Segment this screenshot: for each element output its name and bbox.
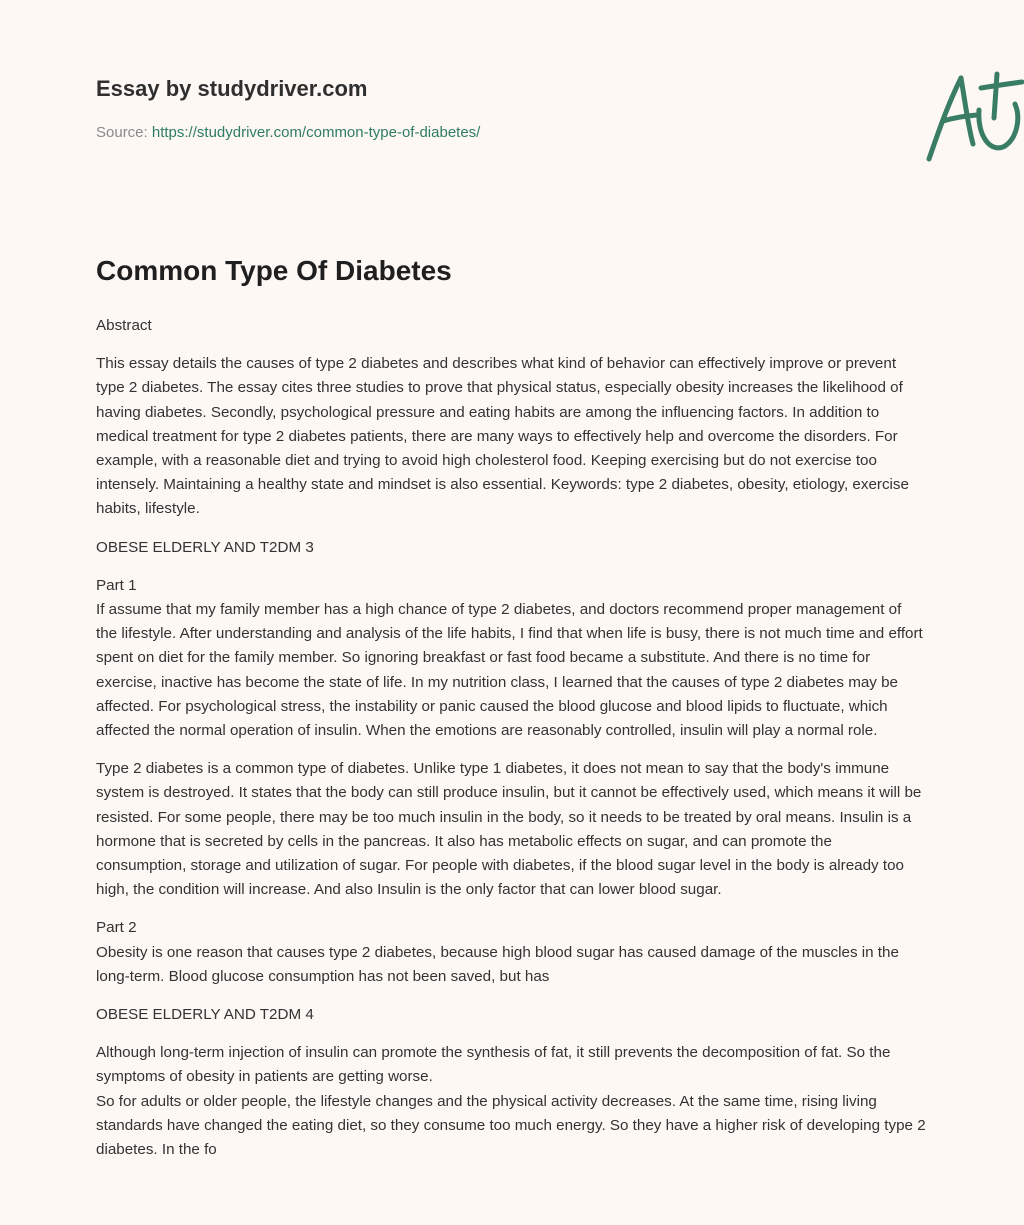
abstract-paragraph: This essay details the causes of type 2 diabetes and describes what kind of behavior can effectively improve or prevent type 2 diabetes. The essay cites three studies to prove that physical status, especially obesity increases the likelihood of having diabetes. Secondly, psychological pressure and eating habits are among the influencing factors. In addition to medical treatment for type 2 diabetes patients, there are many ways to effectively help and overcome the disorders. For example, with a reasonable diet and trying to avoid high cholesterol food. Keeping exercising but do not exercise too intensely. Maintaining a healthy state and mindset is also essential. Keywords: type 2 diabetes, obesity, etiology, exercise habits, lifestyle. [96, 355, 909, 518]
source-line [96, 124, 480, 141]
insulin-paragraph: Although long-term injection of insulin can promote the synthesis of fat, it still prevents the decomposition of fat. So the symptoms of obesity in patients are getting worse. [96, 1044, 891, 1086]
running-head: OBESE ELDERLY AND T2DM 3 [96, 538, 314, 556]
essay-body [96, 314, 926, 1176]
a-plus-logo-icon [921, 66, 1024, 166]
source-label: Source: [96, 124, 152, 141]
running-head: OBESE ELDERLY AND T2DM 4 [96, 1006, 314, 1024]
section-heading-part-1: Part 1 [96, 576, 137, 594]
source-link[interactable]: https://studydriver.com/common-type-of-diabetes/ [151, 124, 481, 141]
essay-title: Common Type Of Diabetes [96, 255, 452, 286]
type-2-paragraph: Type 2 diabetes is a common type of diabetes. Unlike type 1 diabetes, it does not mean to say that the body's immune system is destroyed. It states that the body can still produce insulin, but it cannot be effectively used, which means it will be resisted. For some people, there may be too much insulin in the body, so it needs to be treated by oral means. Insulin is a hormone that is secreted by cells in the pancreas. It also has metabolic effects on sugar, and can promote the consumption, storage and utilization of sugar. For people with diabetes, if the blood sugar level in the body is already too high, the condition will increase. And also Insulin is the only factor that can lower blood sugar. [96, 760, 922, 899]
part-1-paragraph: If assume that my family member has a high chance of type 2 diabetes, and doctors recommend proper management of the lifestyle. After understanding and analysis of the life habits, I find that when life is busy, there is not much time and effort spent on diet for the family member. So ignoring breakfast or fast food became a substitute. And there is no time for exercise, inactive has become the state of life. In my nutrition class, I learned that the causes of type 2 diabetes may be affected. For psychological stress, the instability or panic caused the blood glucose and blood lipids to fluctuate, which affected the normal operation of insulin. When the emotions are reasonably controlled, insulin will play a normal role. [96, 601, 923, 740]
abstract-heading: Abstract [96, 317, 152, 334]
section-heading-part-2: Part 2 [96, 919, 137, 937]
adults-paragraph: So for adults or older people, the lifestyle changes and the physical activity decreases. At the same time, rising living standards have changed the eating diet, so they consume too much energy. So they have a higher risk of developing type 2 diabetes. In the fo [96, 1092, 926, 1159]
part-2-paragraph: Obesity is one reason that causes type 2 diabetes, because high blood sugar has caused damage of the muscles in the long-term. Blood glucose consumption has not been saved, but has [96, 943, 899, 985]
site-title: Essay by studydriver.com [96, 76, 368, 101]
